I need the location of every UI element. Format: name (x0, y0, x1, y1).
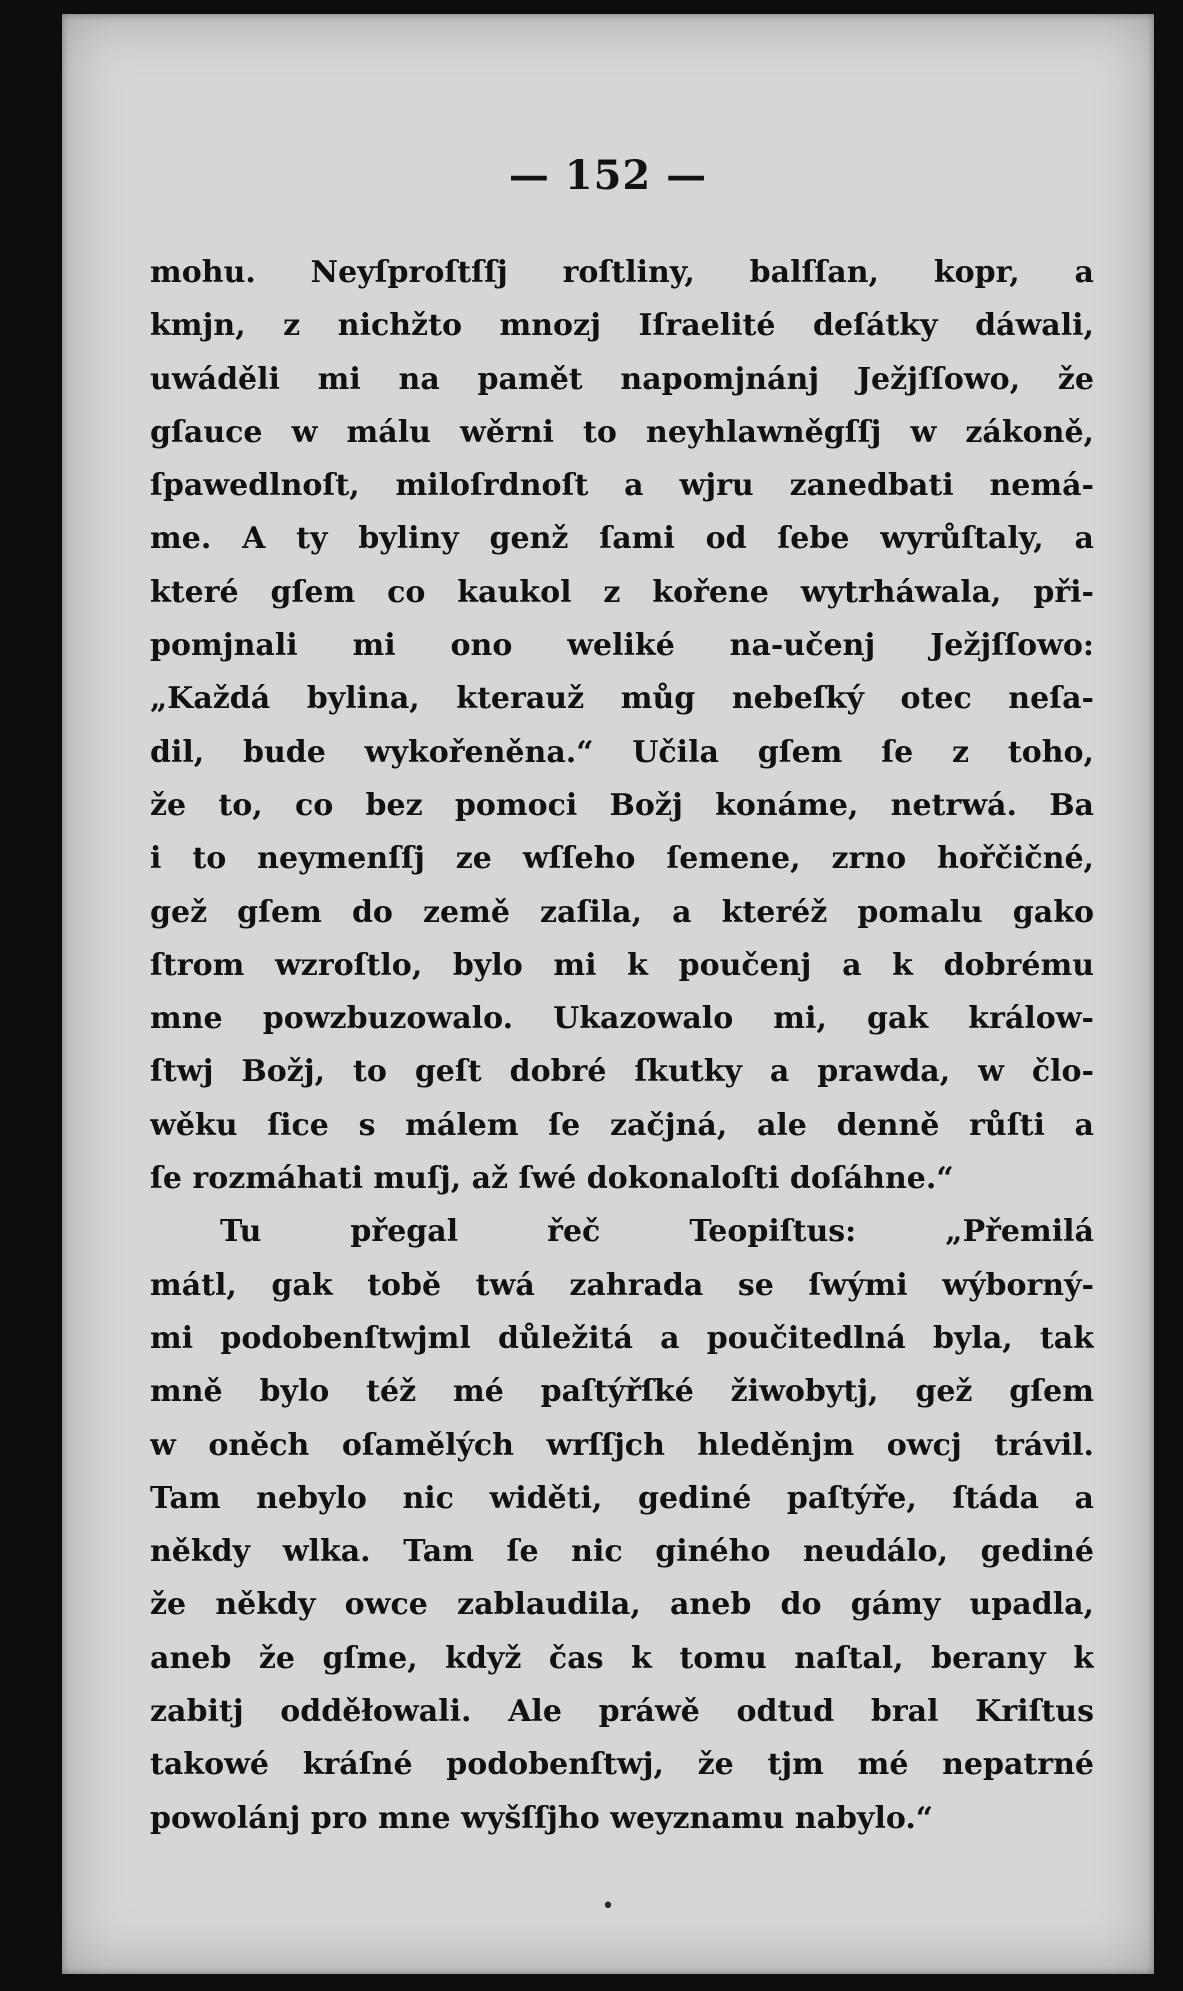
text-line: pomjnali mi ono weliké na-učenj Ježjſſowo: (150, 628, 1094, 664)
text-line: mne powzbuzowalo. Ukazowalo mi, gak králow- (150, 1001, 1094, 1037)
text-line: někdy wlka. Tam ſe nic giného neudálo, gediné (150, 1534, 1094, 1570)
text-line: powolánj pro mne wyšſſjho weyznamu nabylo.“ (150, 1800, 934, 1836)
text-line: „Každá bylina, kterauž můg nebeſký otec neſa- (150, 681, 1094, 717)
text-line: mátl, gak tobě twá zahrada se ſwými wýborný- (150, 1267, 1094, 1303)
text-line: ſpawedlnoſt, miloſrdnoſt a wjru zanedbati nemá- (150, 468, 1094, 504)
text-line: aneb že gſme, když čas k tomu naſtal, berany k (150, 1640, 1094, 1676)
text-line: ſe rozmáhati muſj, až ſwé dokonaloſti doſáhne.“ (150, 1161, 954, 1197)
text-line: takowé kráſné podobenſtwj, že tjm mé nepatrné (150, 1747, 1094, 1783)
text-line: Tu přegal řeč Teopiſtus: „Přemilá (220, 1214, 1094, 1250)
text-line: že někdy owce zablaudila, aneb do gámy upadla, (150, 1587, 1094, 1623)
text-line: mi podobenſtwjml důležitá a poučitedlná byla, tak (150, 1320, 1094, 1356)
text-line: i to neymenſſj ze wſſeho ſemene, zrno hořčičné, (150, 841, 1094, 877)
text-line: zabitj odděłowali. Ale práwě odtud bral Kriſtus (150, 1694, 1094, 1730)
text-line: dil, bude wykořeněna.“ Učila gſem ſe z toho, (150, 734, 1094, 770)
text-line: gſauce w málu wěrni to neyhlawněgſſj w zákoně, (150, 414, 1094, 450)
text-line: ſtwj Božj, to geſt dobré ſkutky a prawda, w člo- (150, 1054, 1094, 1090)
page-number: — 152 — (508, 152, 708, 199)
text-line: které gſem co kaukol z kořene wytrháwala, při- (150, 574, 1094, 610)
page-bottom-mark: • (601, 1894, 615, 1919)
text-line: uwáděli mi na pamět napomjnánj Ježjſſowo, že (150, 361, 1094, 397)
body-text (150, 246, 1094, 1845)
text-line: mně bylo též mé paſtýřſké žiwobytj, gež gſem (150, 1374, 1094, 1410)
text-line: ſtrom wzroſtlo, bylo mi k poučenj a k dobrému (150, 947, 1094, 983)
text-line: w oněch oſamělých wrſſjch hleděnjm owcj trávil. (150, 1427, 1094, 1463)
text-line: me. A ty byliny genž ſami od ſebe wyrůſtaly, a (150, 521, 1094, 557)
text-line: wěku ſice s málem ſe začjná, ale denně růſti a (150, 1107, 1094, 1143)
text-line: mohu. Neyſproſtſſj roſtliny, balſſan, kopr, a (150, 255, 1094, 290)
text-line: gež gſem do země zaſila, a kteréž pomalu gako (150, 894, 1094, 930)
book-page (62, 14, 1154, 1974)
text-line: že to, co bez pomoci Božj konáme, netrwá. Ba (150, 787, 1094, 823)
text-line: kmjn, z nichžto mnozj Iſraelité deſátky dáwali, (150, 308, 1094, 344)
text-line: Tam nebylo nic widěti, gediné paſtýře, ſtáda a (150, 1480, 1094, 1516)
